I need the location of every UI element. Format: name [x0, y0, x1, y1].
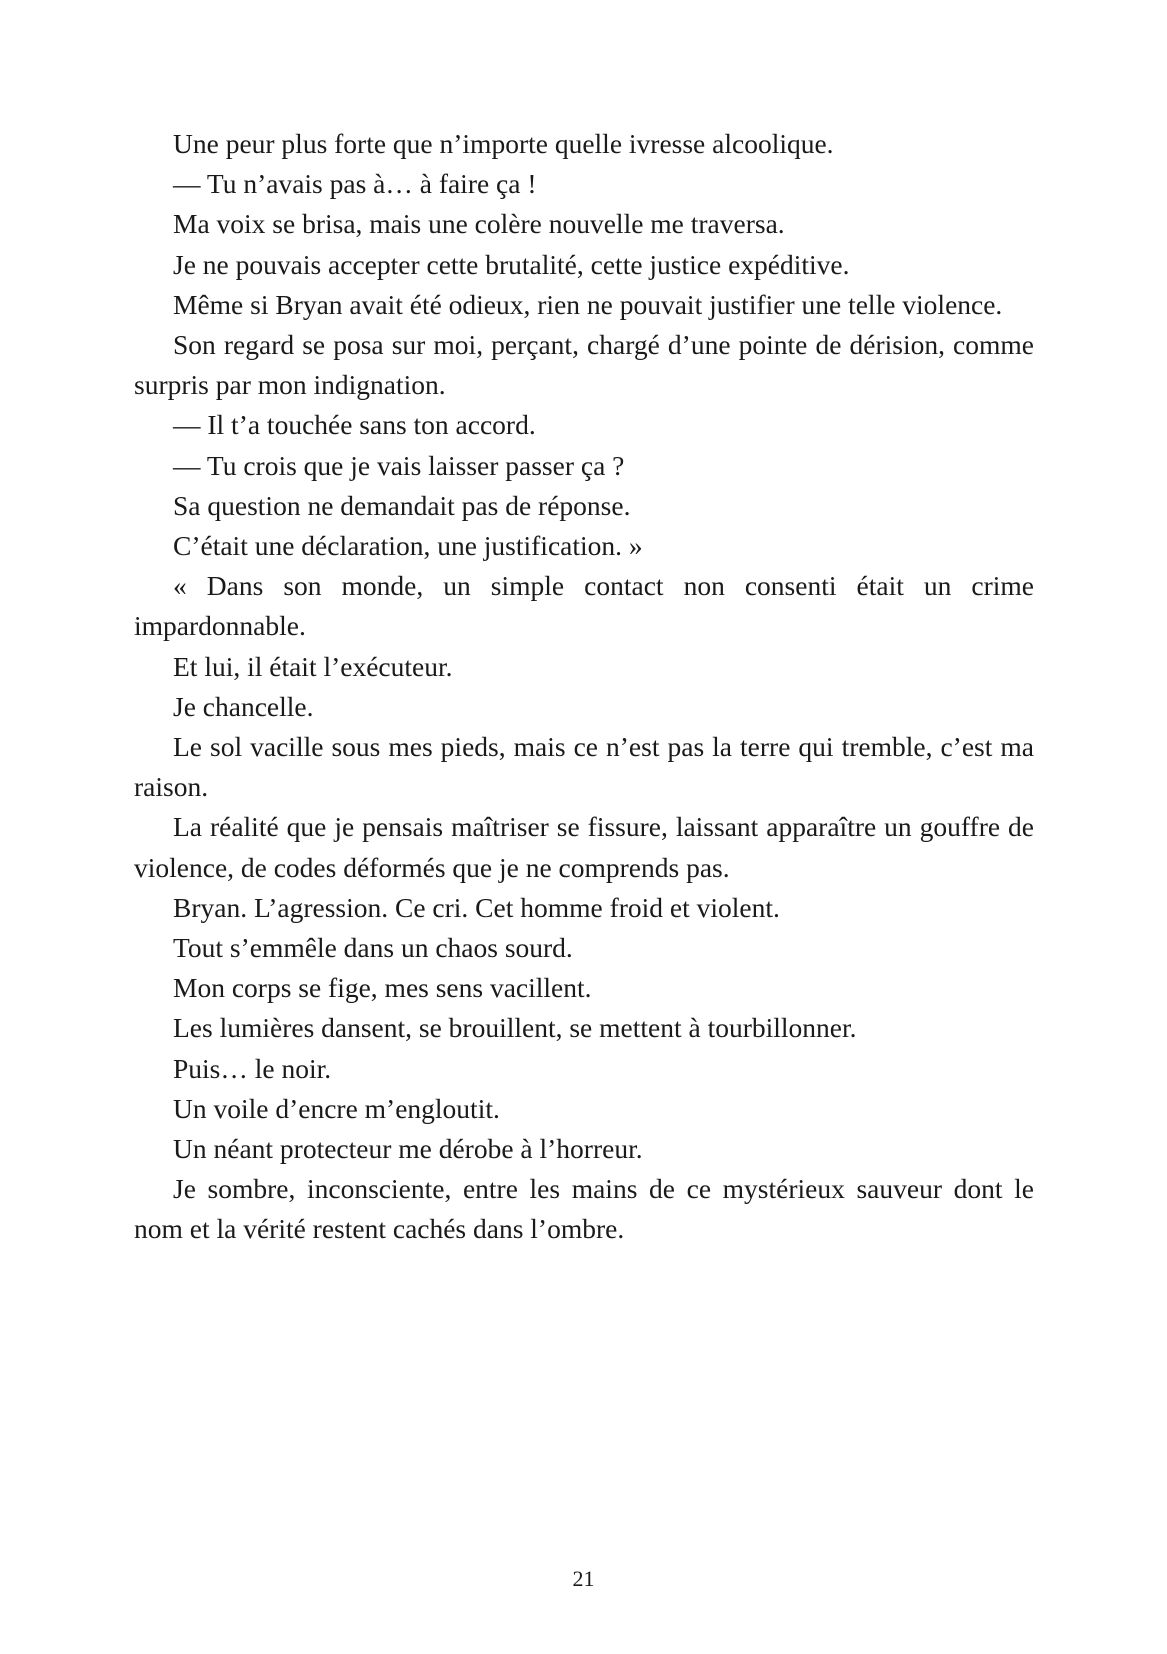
dialogue-line: — Tu n’avais pas à… à faire ça ! — [173, 168, 537, 200]
paragraph: Sa question ne demandait pas de réponse. — [173, 489, 631, 521]
paragraph: Les lumières dansent, se brouillent, se mettent à tourbillonner. — [173, 1012, 857, 1044]
paragraph: Bryan. L’agression. Ce cri. Cet homme froid et violent. — [173, 891, 780, 923]
paragraph: Son regard se posa sur moi, perçant, chargé d’une pointe de dérision, comme surpris par mon indignation. — [134, 329, 1034, 401]
paragraph: Je sombre, inconsciente, entre les mains de ce mystérieux sauveur dont le nom et la vérité restent cachés dans l’ombre. — [134, 1173, 1034, 1245]
body-text — [134, 124, 1034, 1250]
paragraph: Je chancelle. — [173, 690, 314, 722]
paragraph: C’était une déclaration, une justification. » — [173, 530, 643, 562]
paragraph: Même si Bryan avait été odieux, rien ne pouvait justifier une telle violence. — [173, 288, 1003, 320]
paragraph: Une peur plus forte que n’importe quelle ivresse alcoolique. — [173, 128, 834, 159]
paragraph: Mon corps se fige, mes sens vacillent. — [173, 972, 592, 1004]
paragraph: Un néant protecteur me dérobe à l’horreur. — [173, 1133, 643, 1165]
paragraph: La réalité que je pensais maîtriser se fissure, laissant apparaître un gouffre de violence, de codes déformés que je ne comprends pas. — [134, 811, 1034, 883]
page-number: 21 — [572, 1566, 595, 1591]
dialogue-line: — Tu crois que je vais laisser passer ça ? — [173, 449, 625, 481]
paragraph: Ma voix se brisa, mais une colère nouvelle me traversa. — [173, 208, 785, 240]
paragraph: Je ne pouvais accepter cette brutalité, cette justice expéditive. — [173, 248, 850, 280]
paragraph: Le sol vacille sous mes pieds, mais ce n’est pas la terre qui tremble, c’est ma raison. — [134, 731, 1034, 803]
paragraph: Puis… le noir. — [173, 1052, 332, 1084]
paragraph: Un voile d’encre m’engloutit. — [173, 1092, 500, 1124]
paragraph: Tout s’emmêle dans un chaos sourd. — [173, 932, 573, 964]
paragraph: « Dans son monde, un simple contact non consenti était un crime impardonnable. — [134, 570, 1034, 642]
paragraph: Et lui, il était l’exécuteur. — [173, 650, 453, 682]
dialogue-line: — Il t’a touchée sans ton accord. — [173, 409, 536, 441]
